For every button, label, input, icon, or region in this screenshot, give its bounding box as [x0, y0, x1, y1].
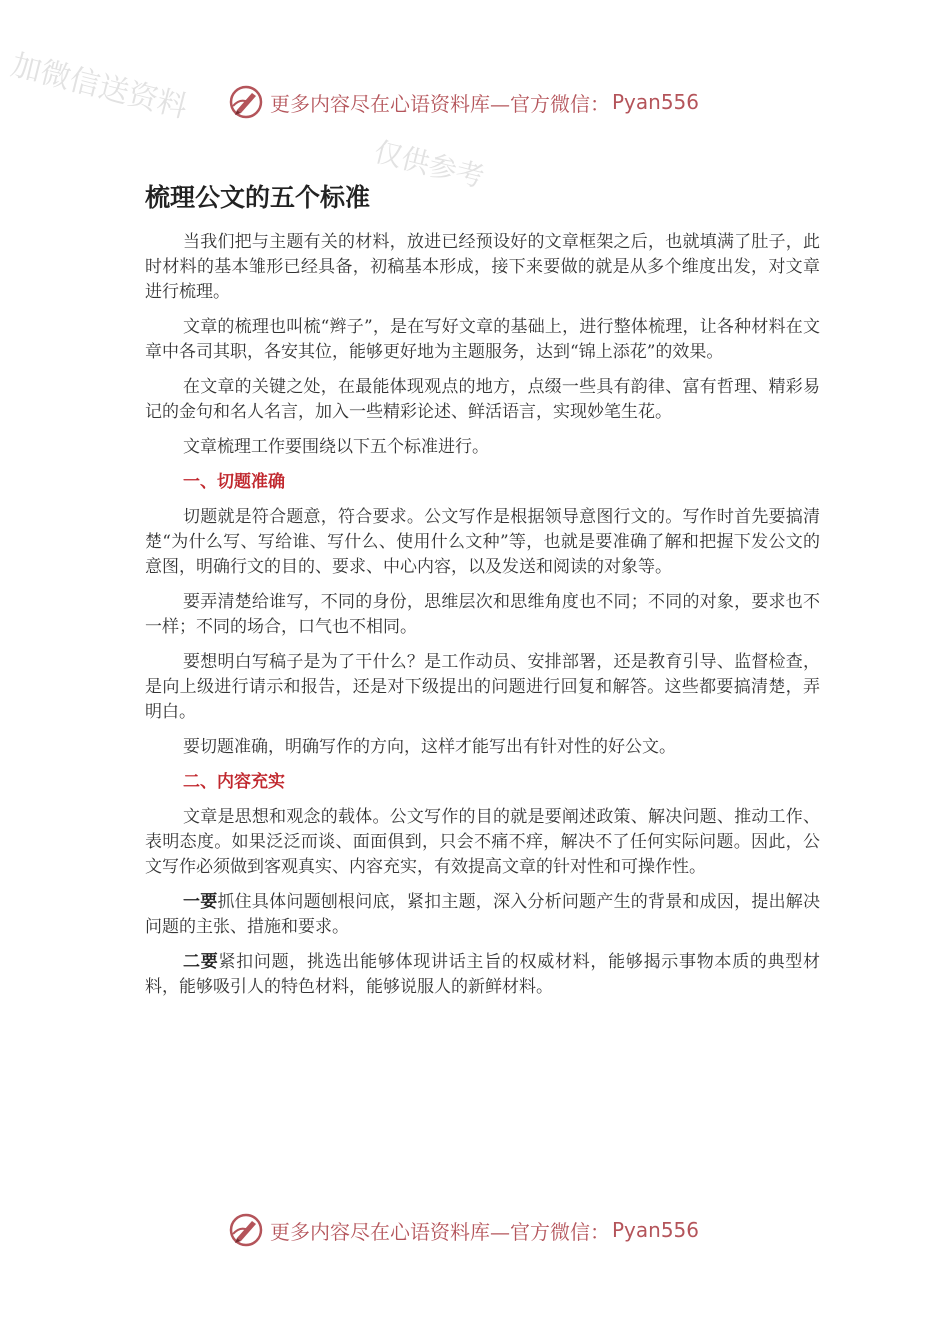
- section-heading: 二、内容充实: [183, 772, 285, 792]
- footer-banner: [228, 1210, 699, 1250]
- watermark-text: 仅供参考: [370, 134, 488, 194]
- paragraph: 切题就是符合题意，符合要求。公文写作是根据领导意图行文的。写作时首先要搞清楚“为什么写、写给谁、写什么、使用什么文种”等，也就是要准确了解和把握下发公文的意图，明确行文的目的、要求、中心内容，以及发送和阅读的对象等。: [145, 507, 820, 577]
- paragraph: [145, 950, 820, 1000]
- paragraph: 要切题准确，明确写作的方向，这样才能写出有针对性的好公文。: [183, 737, 676, 757]
- paragraph: 要弄清楚给谁写，不同的身份，思维层次和思维角度也不同；不同的对象，要求也不一样；不同的场合，口气也不相同。: [145, 592, 820, 637]
- paragraph-text: 抓住具体问题刨根问底，紧扣主题，深入分析问题产生的背景和成因，提出解决问题的主张、措施和要求。: [145, 892, 821, 937]
- banner-handle: Pyan556: [612, 1218, 700, 1242]
- paragraph-lead: 二要: [183, 952, 219, 972]
- pen-logo-icon: [228, 84, 264, 120]
- document-body: [145, 230, 820, 1010]
- paragraph: 文章梳理工作要围绕以下五个标准进行。: [183, 437, 489, 457]
- paragraph: 要想明白写稿子是为了干什么？是工作动员、安排部署，还是教育引导、监督检查，是向上级进行请示和报告，还是对下级提出的问题进行回复和解答。这些都要搞清楚，弄明白。: [145, 652, 820, 722]
- header-banner: [228, 82, 699, 122]
- paragraph: 在文章的关键之处，在最能体现观点的地方，点缀一些具有韵律、富有哲理、精彩易记的金句和名人名言，加入一些精彩论述、鲜活语言，实现妙笔生花。: [145, 377, 820, 422]
- paragraph: 文章的梳理也叫梳“辫子”，是在写好文章的基础上，进行整体梳理，让各种材料在文章中各司其职，各安其位，能够更好地为主题服务，达到“锦上添花”的效果。: [145, 317, 820, 362]
- watermark-text: 加微信送资料: [7, 47, 191, 126]
- paragraph-text: 紧扣问题，挑选出能够体现讲话主旨的权威材料，能够揭示事物本质的典型材料，能够吸引人的特色材料，能够说服人的新鲜材料。: [145, 952, 821, 997]
- banner-text: 更多内容尽在心语资料库—官方微信：: [270, 91, 610, 116]
- paragraph: 当我们把与主题有关的材料，放进已经预设好的文章框架之后，也就填满了肚子，此时材料的基本雏形已经具备，初稿基本形成，接下来要做的就是从多个维度出发，对文章进行梳理。: [145, 232, 820, 302]
- banner-handle: Pyan556: [612, 90, 700, 114]
- pen-logo-icon: [228, 1212, 264, 1248]
- page-title: 梳理公文的五个标准: [145, 183, 371, 212]
- paragraph: [145, 890, 820, 940]
- section-heading: 一、切题准确: [183, 472, 285, 492]
- banner-text: 更多内容尽在心语资料库—官方微信：: [270, 1219, 610, 1244]
- paragraph-lead: 一要: [183, 892, 218, 912]
- paragraph: 文章是思想和观念的载体。公文写作的目的就是要阐述政策、解决问题、推动工作、表明态度。如果泛泛而谈、面面俱到，只会不痛不痒，解决不了任何实际问题。因此，公文写作必须做到客观真实、内容充实，有效提高文章的针对性和可操作性。: [145, 807, 820, 877]
